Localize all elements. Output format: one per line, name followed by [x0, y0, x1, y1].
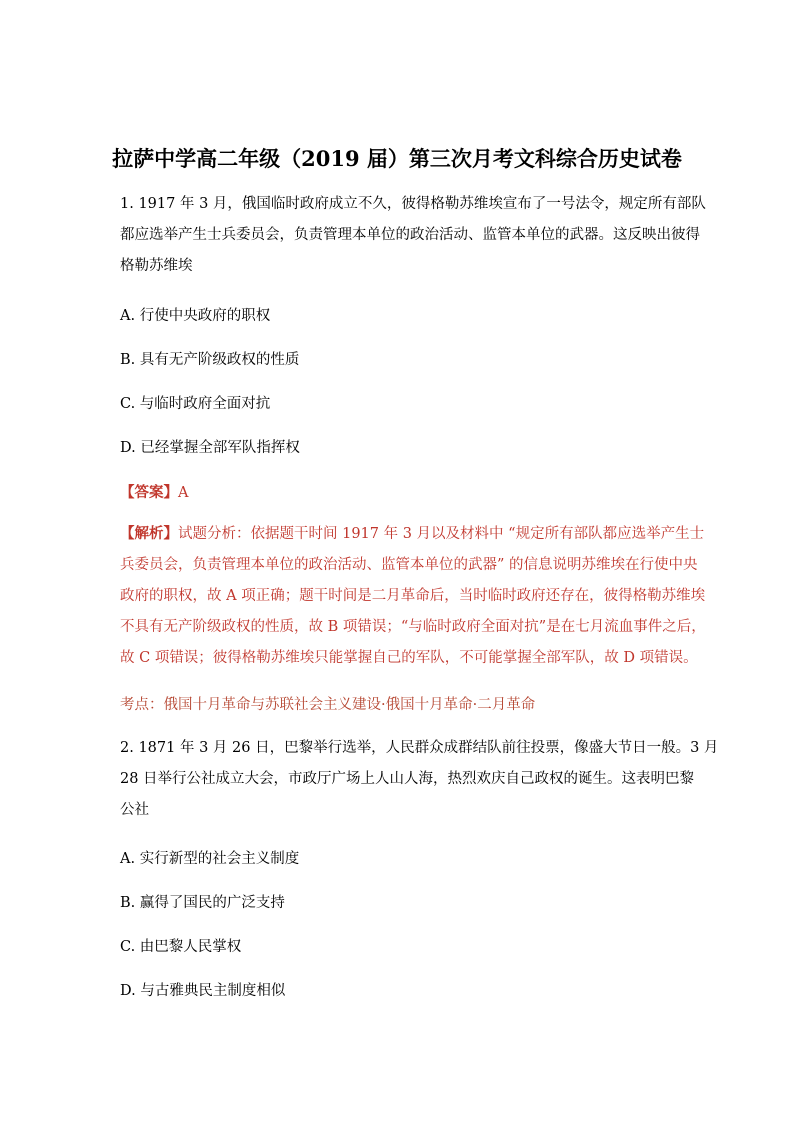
answer-label: 【答案】 — [120, 484, 178, 501]
question-2-option-b: B. 赢得了国民的广泛支持 — [120, 895, 285, 911]
analysis-line — [120, 518, 705, 550]
question-1-option-a: A. 行使中央政府的职权 — [120, 308, 271, 324]
question-2-stem — [120, 733, 719, 826]
question-1-stem — [120, 189, 706, 282]
analysis-line: 故 C 项错误；彼得格勒苏维埃只能掌握自己的军队，不可能掌握全部军队，故 D 项错误。 — [120, 650, 698, 666]
question-1-analysis — [120, 518, 706, 674]
answer-value: A — [178, 485, 189, 501]
question-2-option-d: D. 与古雅典民主制度相似 — [120, 983, 286, 999]
analysis-line: 不具有无产阶级政权的性质，故 B 项错误；“与临时政府全面对抗”是在七月流血事件之后， — [120, 619, 706, 635]
question-1-line: 1. 1917 年 3 月，俄国临时政府成立不久，彼得格勒苏维埃宣布了一号法令，规定所有部队 — [120, 196, 706, 212]
analysis-label: 【解析】 — [120, 525, 178, 542]
analysis-text: 试题分析：依据题干时间 1917 年 3 月以及材料中 “规定所有部队都应选举产生士 — [178, 526, 705, 542]
question-2-option-a: A. 实行新型的社会主义制度 — [120, 851, 300, 867]
analysis-line: 政府的职权，故 A 项正确；题干时间是二月革命后，当时临时政府还存在，彼得格勒苏维埃 — [120, 588, 706, 604]
question-2-option-c: C. 由巴黎人民掌权 — [120, 939, 242, 955]
question-1-answer — [120, 481, 188, 502]
question-1-line: 格勒苏维埃 — [120, 258, 193, 274]
question-1-knowledge-point: 考点：俄国十月革命与苏联社会主义建设·俄国十月革命·二月革命 — [120, 697, 536, 713]
question-1-option-b: B. 具有无产阶级政权的性质 — [120, 352, 300, 368]
question-1-option-d: D. 已经掌握全部军队指挥权 — [120, 440, 300, 456]
question-2-line: 28 日举行公社成立大会，市政厅广场上人山人海，热烈欢庆自己政权的诞生。这表明巴黎 — [120, 771, 695, 787]
question-2-line: 公社 — [120, 802, 149, 818]
question-1-option-c: C. 与临时政府全面对抗 — [120, 396, 271, 412]
analysis-line: 兵委员会，负责管理本单位的政治活动、监管本单位的武器” 的信息说明苏维埃在行使中央 — [120, 557, 698, 573]
exam-title: 拉萨中学高二年级（2019 届）第三次月考文科综合历史试卷 — [112, 146, 682, 171]
question-1-line: 都应选举产生士兵委员会，负责管理本单位的政治活动、监管本单位的武器。这反映出彼得 — [120, 227, 700, 243]
question-2-line: 2. 1871 年 3 月 26 日，巴黎举行选举，人民群众成群结队前往投票，像盛大节日一般。3 月 — [120, 740, 719, 756]
